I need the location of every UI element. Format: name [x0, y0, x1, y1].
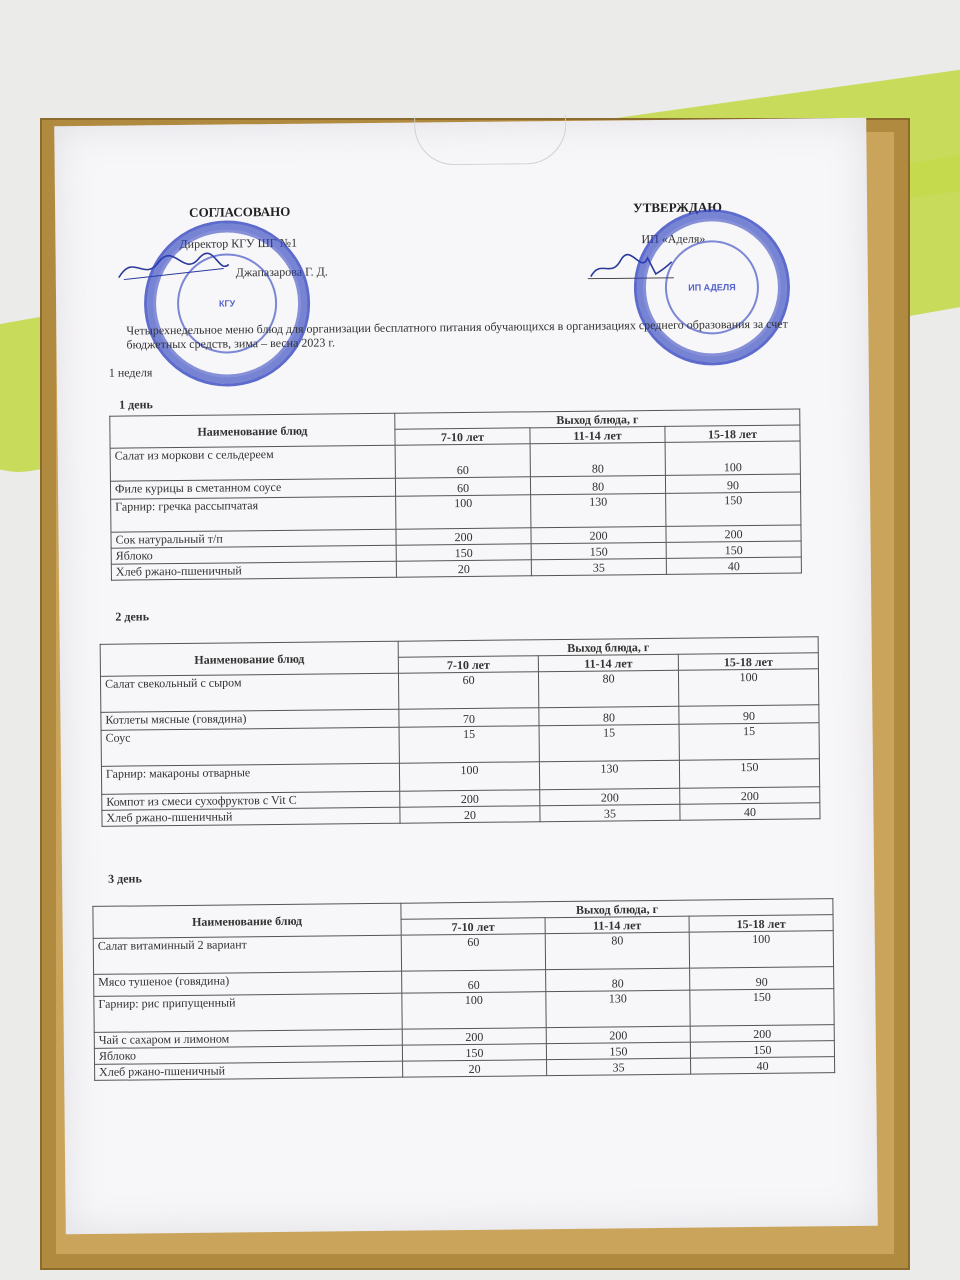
- left-official-stamp-icon: [143, 220, 311, 388]
- dish-name: Гарнир: макароны отварные: [101, 763, 399, 794]
- yield-value: 90: [679, 705, 819, 724]
- yield-value: 80: [530, 442, 665, 476]
- age-header: 7-10 лет: [398, 656, 538, 673]
- yield-header: Выход блюда, г: [401, 899, 833, 920]
- dish-name: Компот из смеси сухофруктов с Vit C: [102, 791, 400, 810]
- yield-value: 150: [402, 1044, 546, 1062]
- dish-name: Котлеты мясные (говядина): [101, 709, 399, 730]
- dish-header: Наименование блюд: [100, 641, 398, 676]
- yield-value: 100: [678, 669, 818, 706]
- age-header: 11-14 лет: [530, 426, 665, 443]
- age-header: 15-18 лет: [665, 425, 800, 442]
- age-header: 15-18 лет: [678, 653, 818, 670]
- age-header: 15-18 лет: [689, 915, 833, 933]
- yield-value: 15: [679, 723, 819, 760]
- yield-value: 80: [546, 968, 690, 992]
- yield-value: 150: [531, 542, 666, 559]
- yield-value: 130: [531, 493, 666, 527]
- approval-right-position: ИП «Аделя»: [641, 231, 706, 247]
- age-header: 7-10 лет: [401, 918, 545, 936]
- yield-value: 150: [690, 1041, 834, 1059]
- yield-header: Выход блюда, г: [395, 409, 800, 429]
- dish-name: Гарнир: рис припущенный: [94, 993, 402, 1032]
- dish-name: Сок натуральный т/п: [111, 529, 396, 548]
- day-2-label: 2 день: [115, 609, 150, 624]
- dish-name: Салат из моркови с сельдереем: [110, 445, 395, 481]
- dish-name: Филе курицы в сметанном соусе: [110, 478, 395, 499]
- approval-right-title: УТВЕРЖДАЮ: [633, 199, 723, 216]
- yield-value: 80: [530, 475, 665, 494]
- yield-value: 60: [401, 934, 545, 972]
- yield-value: 100: [689, 931, 833, 969]
- left-stamp-text: КГУ: [177, 253, 278, 354]
- dish-name: Мясо тушеное (говядина): [94, 971, 402, 996]
- dish-name: Гарнир: гречка рассыпчатая: [111, 496, 396, 532]
- yield-value: 20: [403, 1060, 547, 1078]
- yield-value: 150: [666, 492, 801, 526]
- yield-value: 35: [547, 1058, 691, 1076]
- yield-value: 130: [539, 760, 679, 789]
- menu-intro-text: Четырехнедельное меню блюд для организации бесплатного питания обучающихся в организациях среднего образования за счет бюджетных средств, зима – весна 2023 г.: [126, 316, 788, 352]
- dish-name: Соус: [101, 727, 399, 766]
- yield-header: Выход блюда, г: [398, 637, 818, 657]
- dish-name: Яблоко: [111, 545, 396, 564]
- yield-value: 15: [399, 726, 539, 763]
- day-1-table: [109, 408, 802, 580]
- day-1-label: 1 день: [119, 397, 153, 412]
- yield-value: 200: [546, 1026, 690, 1044]
- yield-value: 80: [539, 706, 679, 725]
- age-header: 7-10 лет: [395, 428, 530, 445]
- yield-value: 150: [396, 544, 531, 561]
- week-label: 1 неделя: [108, 365, 153, 380]
- yield-value: 90: [690, 967, 834, 991]
- dish-name: Салат витаминный 2 вариант: [93, 935, 401, 974]
- yield-value: 20: [396, 560, 531, 577]
- dish-header: Наименование блюд: [110, 413, 395, 448]
- yield-value: 100: [399, 762, 539, 791]
- yield-value: 100: [402, 992, 546, 1030]
- yield-value: 35: [531, 558, 666, 575]
- yield-value: 150: [690, 989, 834, 1027]
- yield-value: 60: [395, 477, 530, 496]
- yield-value: 150: [666, 541, 801, 558]
- age-header: 11-14 лет: [545, 916, 689, 934]
- yield-value: 40: [691, 1057, 835, 1075]
- yield-value: 200: [666, 525, 801, 542]
- yield-value: 200: [531, 526, 666, 543]
- day-3-table: [92, 898, 835, 1081]
- dish-name: Хлеб ржано-пшеничный: [95, 1061, 403, 1080]
- yield-value: 35: [540, 804, 680, 821]
- dish-header: Наименование блюд: [93, 903, 401, 938]
- yield-value: 200: [680, 787, 820, 804]
- yield-value: 60: [398, 672, 538, 709]
- yield-value: 200: [400, 790, 540, 807]
- yield-value: 40: [666, 557, 801, 574]
- yield-value: 80: [538, 670, 678, 707]
- yield-value: 60: [402, 970, 546, 994]
- dish-name: Салат свекольный с сыром: [100, 673, 398, 712]
- day-3-label: 3 день: [108, 871, 142, 886]
- yield-value: 200: [690, 1025, 834, 1043]
- yield-value: 150: [679, 759, 819, 788]
- yield-value: 200: [402, 1028, 546, 1046]
- right-stamp-text: ИП АДЕЛЯ: [664, 240, 759, 335]
- approval-left-name: Джапазарова Г. Д.: [235, 264, 328, 280]
- yield-value: 200: [396, 528, 531, 545]
- approval-left-position: Директор КГУ ШГ №1: [179, 235, 298, 251]
- dish-name: Яблоко: [94, 1045, 402, 1064]
- yield-value: 130: [546, 990, 690, 1028]
- dish-name: Хлеб ржано-пшеничный: [102, 807, 400, 826]
- yield-value: 40: [680, 803, 820, 820]
- yield-value: 150: [546, 1042, 690, 1060]
- approval-left-title: СОГЛАСОВАНО: [189, 203, 291, 220]
- yield-value: 60: [395, 444, 530, 478]
- yield-value: 200: [540, 788, 680, 805]
- yield-value: 100: [665, 441, 800, 475]
- yield-value: 70: [399, 708, 539, 727]
- yield-value: 15: [539, 724, 679, 761]
- dish-name: Чай с сахаром и лимоном: [94, 1029, 402, 1048]
- age-header: 11-14 лет: [538, 654, 678, 671]
- sleeve-tab: [414, 115, 567, 166]
- yield-value: 100: [396, 495, 531, 529]
- yield-value: 80: [545, 932, 689, 970]
- dish-name: Хлеб ржано-пшеничный: [111, 561, 396, 580]
- yield-value: 90: [665, 474, 800, 493]
- yield-value: 20: [400, 806, 540, 823]
- menu-document: [54, 118, 878, 1234]
- day-2-table: [100, 636, 821, 827]
